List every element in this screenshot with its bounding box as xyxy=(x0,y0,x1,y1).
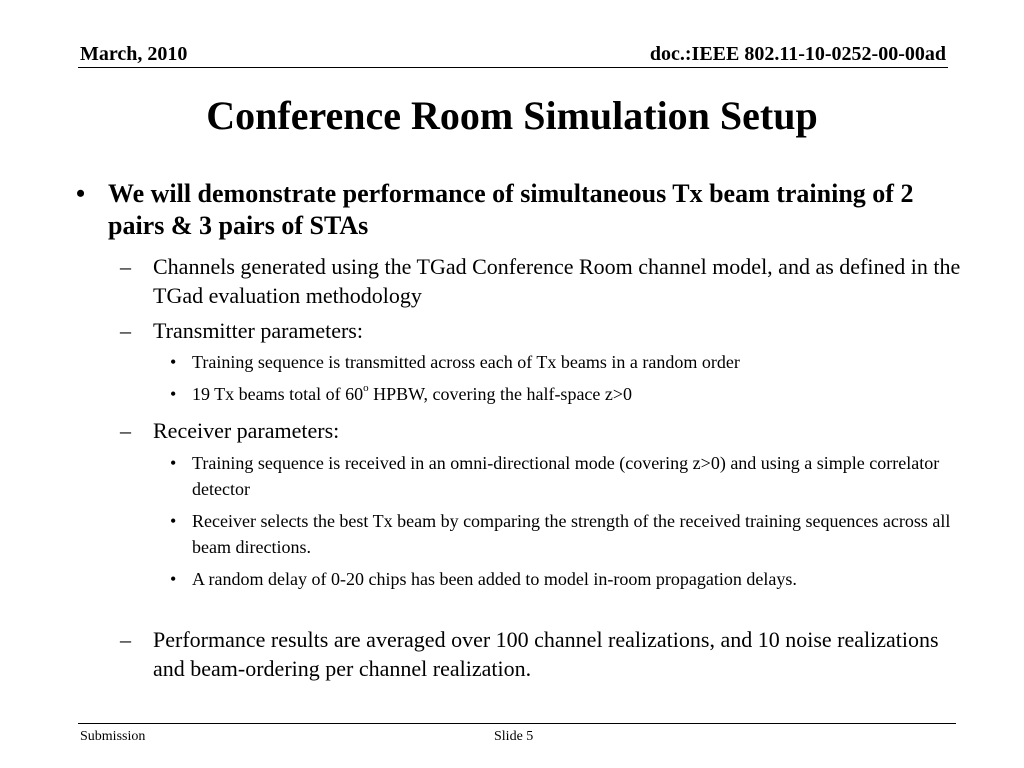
tx-item-1-text: Training sequence is transmitted across each of Tx beams in a random order xyxy=(192,352,740,372)
rx-item-3-text: A random delay of 0-20 chips has been added to model in-room propagation delays. xyxy=(192,569,797,589)
degree-superscript: o xyxy=(363,382,369,394)
tx-item-2-suffix: HPBW, covering the half-space z>0 xyxy=(368,384,633,404)
header-doc-id: doc.:IEEE 802.11-10-0252-00-00ad xyxy=(649,43,946,65)
slide-number: Slide 5 xyxy=(494,729,534,744)
dash-marker: – xyxy=(120,254,131,279)
channels-bullet-text: Channels generated using the TGad Conference Room channel model, and as defined in the TGad evaluation methodology xyxy=(153,254,961,308)
bullet-marker: • xyxy=(170,511,177,531)
bullet-marker: • xyxy=(170,352,177,372)
tx-params-bullet-text: Transmitter parameters: xyxy=(153,318,363,343)
tx-item-2-text xyxy=(192,381,972,407)
dash-marker: – xyxy=(120,418,131,443)
tx-item-2-prefix: 19 Tx beams total of 60 xyxy=(192,384,364,404)
slide-title: Conference Room Simulation Setup xyxy=(206,93,818,138)
dash-marker: – xyxy=(120,627,131,652)
footer-divider xyxy=(78,723,956,724)
bullet-marker: • xyxy=(170,569,177,589)
performance-bullet-text: Performance results are averaged over 100 channel realizations, and 10 noise realizations and beam-ordering per channel realization. xyxy=(153,627,939,681)
bullet-marker: • xyxy=(76,179,86,208)
bullet-marker: • xyxy=(170,384,177,404)
footer-submission: Submission xyxy=(80,729,146,744)
header-date: March, 2010 xyxy=(80,43,188,65)
rx-item-1-text: Training sequence is received in an omni-directional mode (covering z>0) and using a simple correlator detector xyxy=(192,453,940,499)
rx-params-bullet-text: Receiver parameters: xyxy=(153,418,340,443)
main-bullet-text: We will demonstrate performance of simultaneous Tx beam training of 2 pairs & 3 pairs of STAs xyxy=(108,179,914,240)
dash-marker: – xyxy=(120,318,131,343)
bullet-marker: • xyxy=(170,453,177,473)
rx-item-2-text: Receiver selects the best Tx beam by comparing the strength of the received training sequences across all beam directions. xyxy=(192,511,951,557)
